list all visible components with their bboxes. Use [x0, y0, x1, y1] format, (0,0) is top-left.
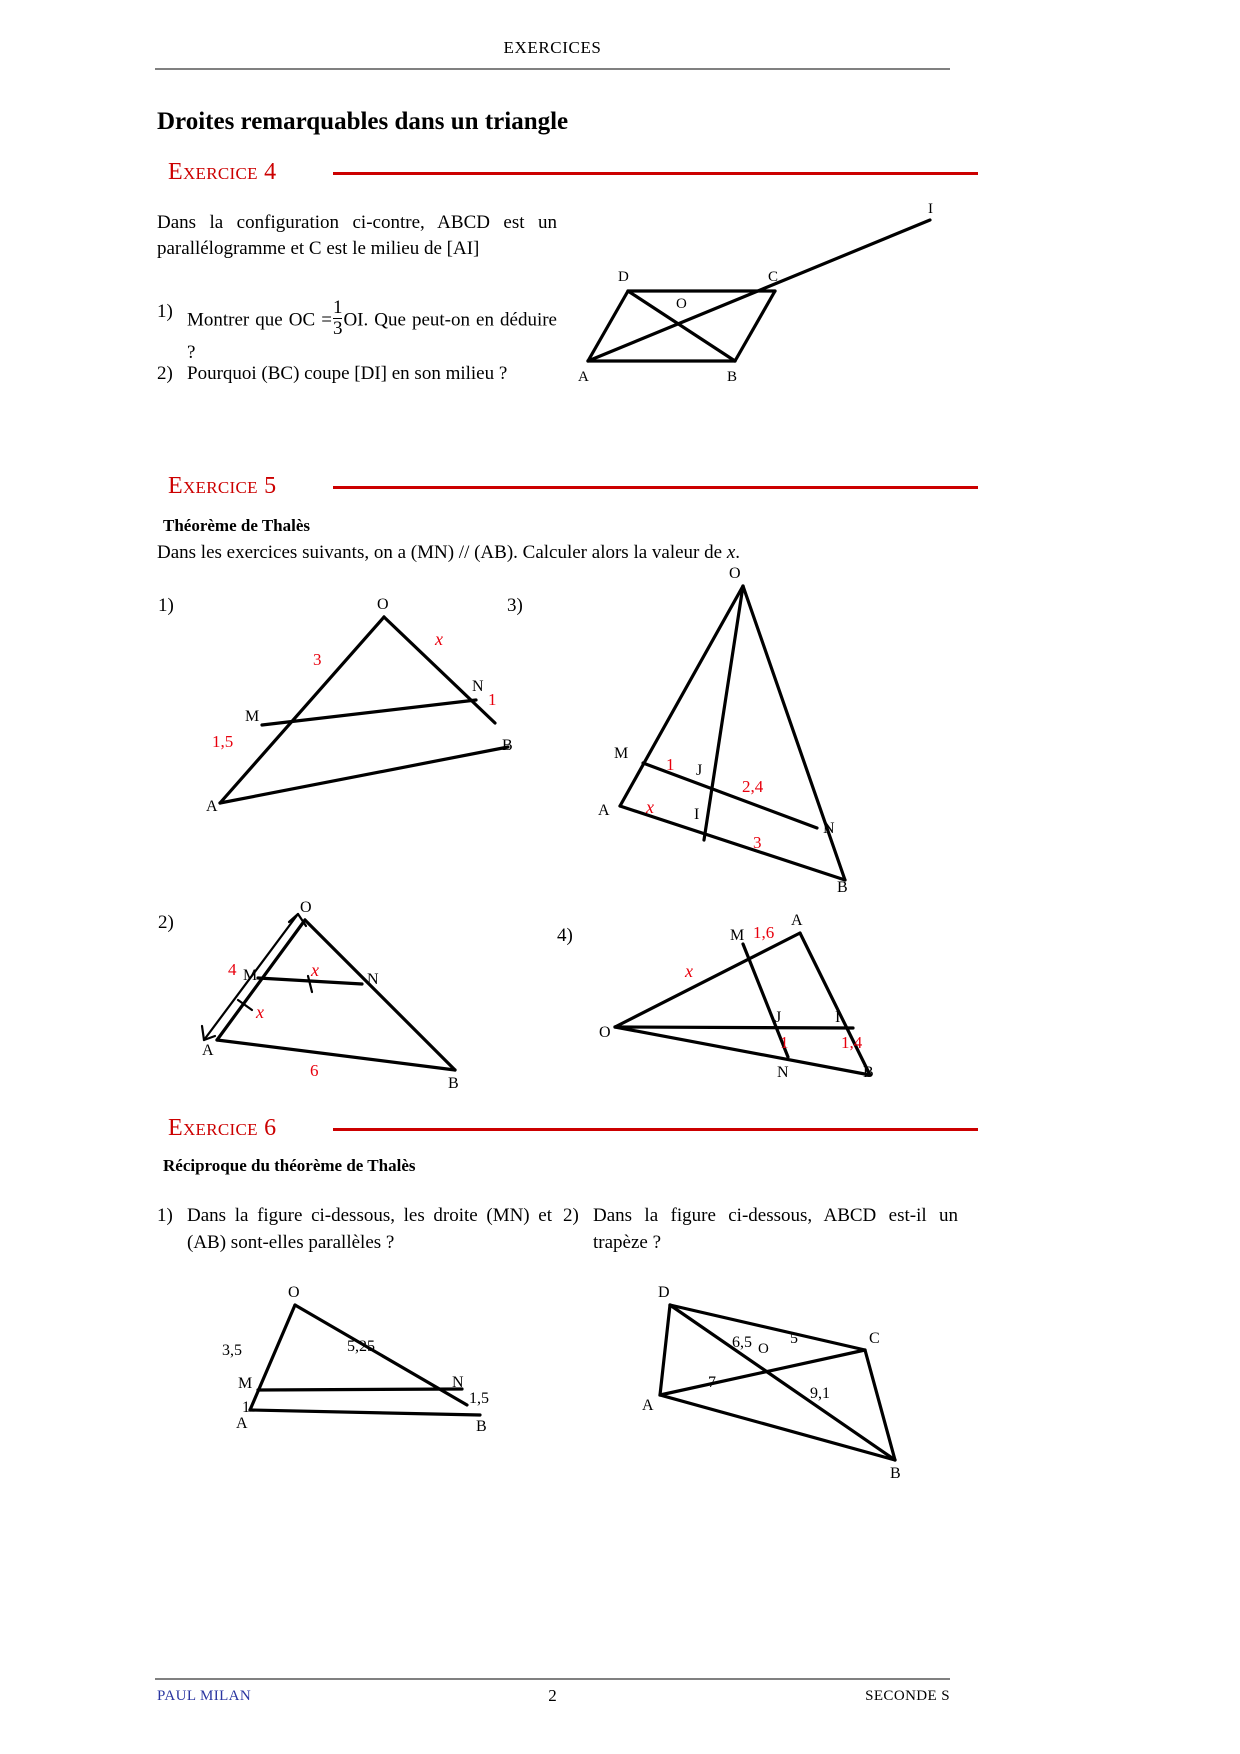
exercise-5-rule — [333, 486, 978, 489]
question-1-text-b: OI. Que peut-on en déduire ? — [187, 309, 557, 363]
figure-label-D: D — [658, 1284, 670, 1301]
intro-text-b: . — [735, 542, 741, 563]
figure-label-B: B — [890, 1465, 901, 1482]
footer-class: SECONDE S — [865, 1688, 950, 1704]
figure-label-M: M — [245, 708, 260, 725]
exercise-5-figure-1 — [190, 595, 540, 825]
exercise-5-subtitle: Théorème de Thalès — [163, 516, 311, 535]
figure-label-M: M — [730, 927, 745, 944]
length-MA: 1,5 — [212, 732, 234, 751]
figure-label-J: J — [696, 762, 703, 779]
figure-label-M: M — [238, 1375, 253, 1392]
figure-label-I: I — [835, 1009, 841, 1026]
page-title: Droites remarquables dans un triangle — [157, 108, 569, 135]
exercise-5-figure-4 — [595, 912, 915, 1095]
exercise-5-intro — [157, 540, 957, 566]
figure-label-O: O — [676, 296, 687, 312]
figure-label-M: M — [243, 967, 258, 984]
figure-label-O: O — [377, 596, 389, 613]
fraction-one-third — [333, 298, 343, 339]
exercise-6-figure-2 — [640, 1284, 960, 1482]
length-ON: 5,25 — [347, 1338, 375, 1355]
exercise-5-fig4-marker: 4) — [557, 925, 573, 946]
figure-label-C: C — [768, 269, 779, 285]
exercise-5-figure-2 — [190, 900, 520, 1100]
footer-page-number: 2 — [548, 1686, 557, 1705]
figure-label-A: A — [206, 798, 218, 815]
length-AM: x — [256, 1002, 264, 1022]
figure-label-M: M — [614, 745, 629, 762]
question-body: Dans la figure ci-dessous, ABCD est-il un trapèze ? — [593, 1205, 958, 1253]
fraction-denominator: 3 — [332, 317, 343, 339]
question-body — [187, 298, 557, 366]
length-MA: 1,6 — [753, 923, 775, 942]
figure-label-N: N — [472, 678, 484, 695]
figure-label-A: A — [642, 1397, 654, 1414]
exercise-6-figure-1 — [222, 1284, 550, 1445]
exercise-6-question-2 — [563, 1202, 958, 1256]
figure-label-A: A — [202, 1042, 214, 1059]
figure-label-B: B — [837, 879, 848, 896]
figure-label-C: C — [869, 1330, 880, 1347]
figure-label-N: N — [777, 1064, 789, 1081]
exercise-6-rule — [333, 1128, 978, 1131]
exercise-4-question-2 — [157, 360, 557, 387]
length-IB: 3 — [753, 833, 762, 852]
length-MJ: 1 — [666, 755, 675, 774]
exercise-5-heading: Exercice 5 — [168, 473, 277, 499]
intro-text-a: Dans les exercices suivants, on a (MN) // (AB). Calculer alors la valeur de — [157, 542, 727, 563]
figure-label-A: A — [598, 802, 610, 819]
exercise-6-subtitle: Réciproque du théorème de Thalès — [163, 1156, 416, 1175]
figure-label-O: O — [300, 899, 312, 916]
length-OM: x — [685, 961, 693, 981]
figure-label-B: B — [476, 1418, 487, 1435]
exercise-4-rule — [333, 172, 978, 175]
length-OM: 3 — [313, 650, 322, 669]
exercise-6-heading: Exercice 6 — [168, 1115, 277, 1141]
length-OC: 5 — [790, 1330, 798, 1347]
length-AO: 4 — [228, 960, 237, 979]
exercise-4-question-1 — [157, 298, 557, 366]
figure-label-O: O — [729, 565, 741, 582]
length-IB: 1,4 — [841, 1033, 863, 1052]
figure-label-I: I — [694, 806, 700, 823]
list-marker: 2) — [157, 363, 173, 384]
exercise-6-question-1 — [157, 1202, 552, 1256]
figure-label-B: B — [863, 1064, 874, 1081]
figure-label-N: N — [452, 1374, 464, 1391]
length-AI: x — [646, 797, 654, 817]
figure-label-N: N — [823, 820, 835, 837]
list-marker: 1) — [157, 1205, 173, 1226]
list-marker: 1) — [157, 301, 173, 322]
length-ON: x — [435, 629, 443, 649]
length-JN: 1 — [780, 1033, 789, 1052]
length-MA: 1 — [242, 1399, 250, 1416]
length-AO: 7 — [708, 1374, 716, 1391]
exercise-5-figure-3 — [590, 565, 920, 910]
length-DO: 6,5 — [732, 1334, 752, 1351]
figure-label-O: O — [758, 1341, 769, 1357]
exercise-4-figure — [570, 195, 970, 395]
figure-label-B: B — [502, 737, 513, 754]
header-rule — [155, 68, 950, 70]
footer-rule — [155, 1678, 950, 1680]
length-NB: 1 — [488, 690, 497, 709]
exercise-5-fig2-marker: 2) — [158, 912, 174, 933]
figure-label-D: D — [618, 269, 629, 285]
figure-label-A: A — [791, 912, 803, 929]
question-1-text-a: Montrer que OC = — [187, 309, 332, 331]
exercise-5-fig3-marker: 3) — [507, 595, 523, 616]
length-JN: 2,4 — [742, 777, 764, 796]
length-AB: 6 — [310, 1061, 319, 1080]
exercise-5-fig1-marker: 1) — [158, 595, 174, 616]
figure-label-B: B — [727, 369, 738, 385]
exercise-4-heading: Exercice 4 — [168, 159, 277, 185]
question-body: Pourquoi (BC) coupe [DI] en son milieu ? — [187, 363, 508, 384]
figure-label-I: I — [928, 201, 933, 217]
figure-label-O: O — [599, 1024, 611, 1041]
exercise-4-intro: Dans la configuration ci-contre, ABCD est un parallélogramme et C est le milieu de [AI] — [157, 212, 557, 259]
length-OM: 3,5 — [222, 1342, 242, 1359]
question-body: Dans la figure ci-dessous, les droite (MN) et (AB) sont-elles parallèles ? — [187, 1205, 552, 1253]
figure-label-N: N — [367, 971, 379, 988]
list-marker: 2) — [563, 1205, 579, 1226]
length-NB: 1,5 — [469, 1390, 489, 1407]
length-MN: x — [311, 960, 319, 980]
figure-label-B: B — [448, 1075, 459, 1092]
footer-author: PAUL MILAN — [157, 1688, 252, 1704]
figure-label-J: J — [775, 1009, 782, 1026]
intro-variable: x — [726, 542, 736, 563]
figure-label-A: A — [236, 1415, 248, 1432]
length-OB: 9,1 — [810, 1385, 830, 1402]
page-header-title: EXERCICES — [503, 38, 602, 57]
fraction-numerator: 1 — [332, 297, 343, 318]
figure-label-A: A — [578, 369, 589, 385]
figure-label-O: O — [288, 1284, 300, 1301]
